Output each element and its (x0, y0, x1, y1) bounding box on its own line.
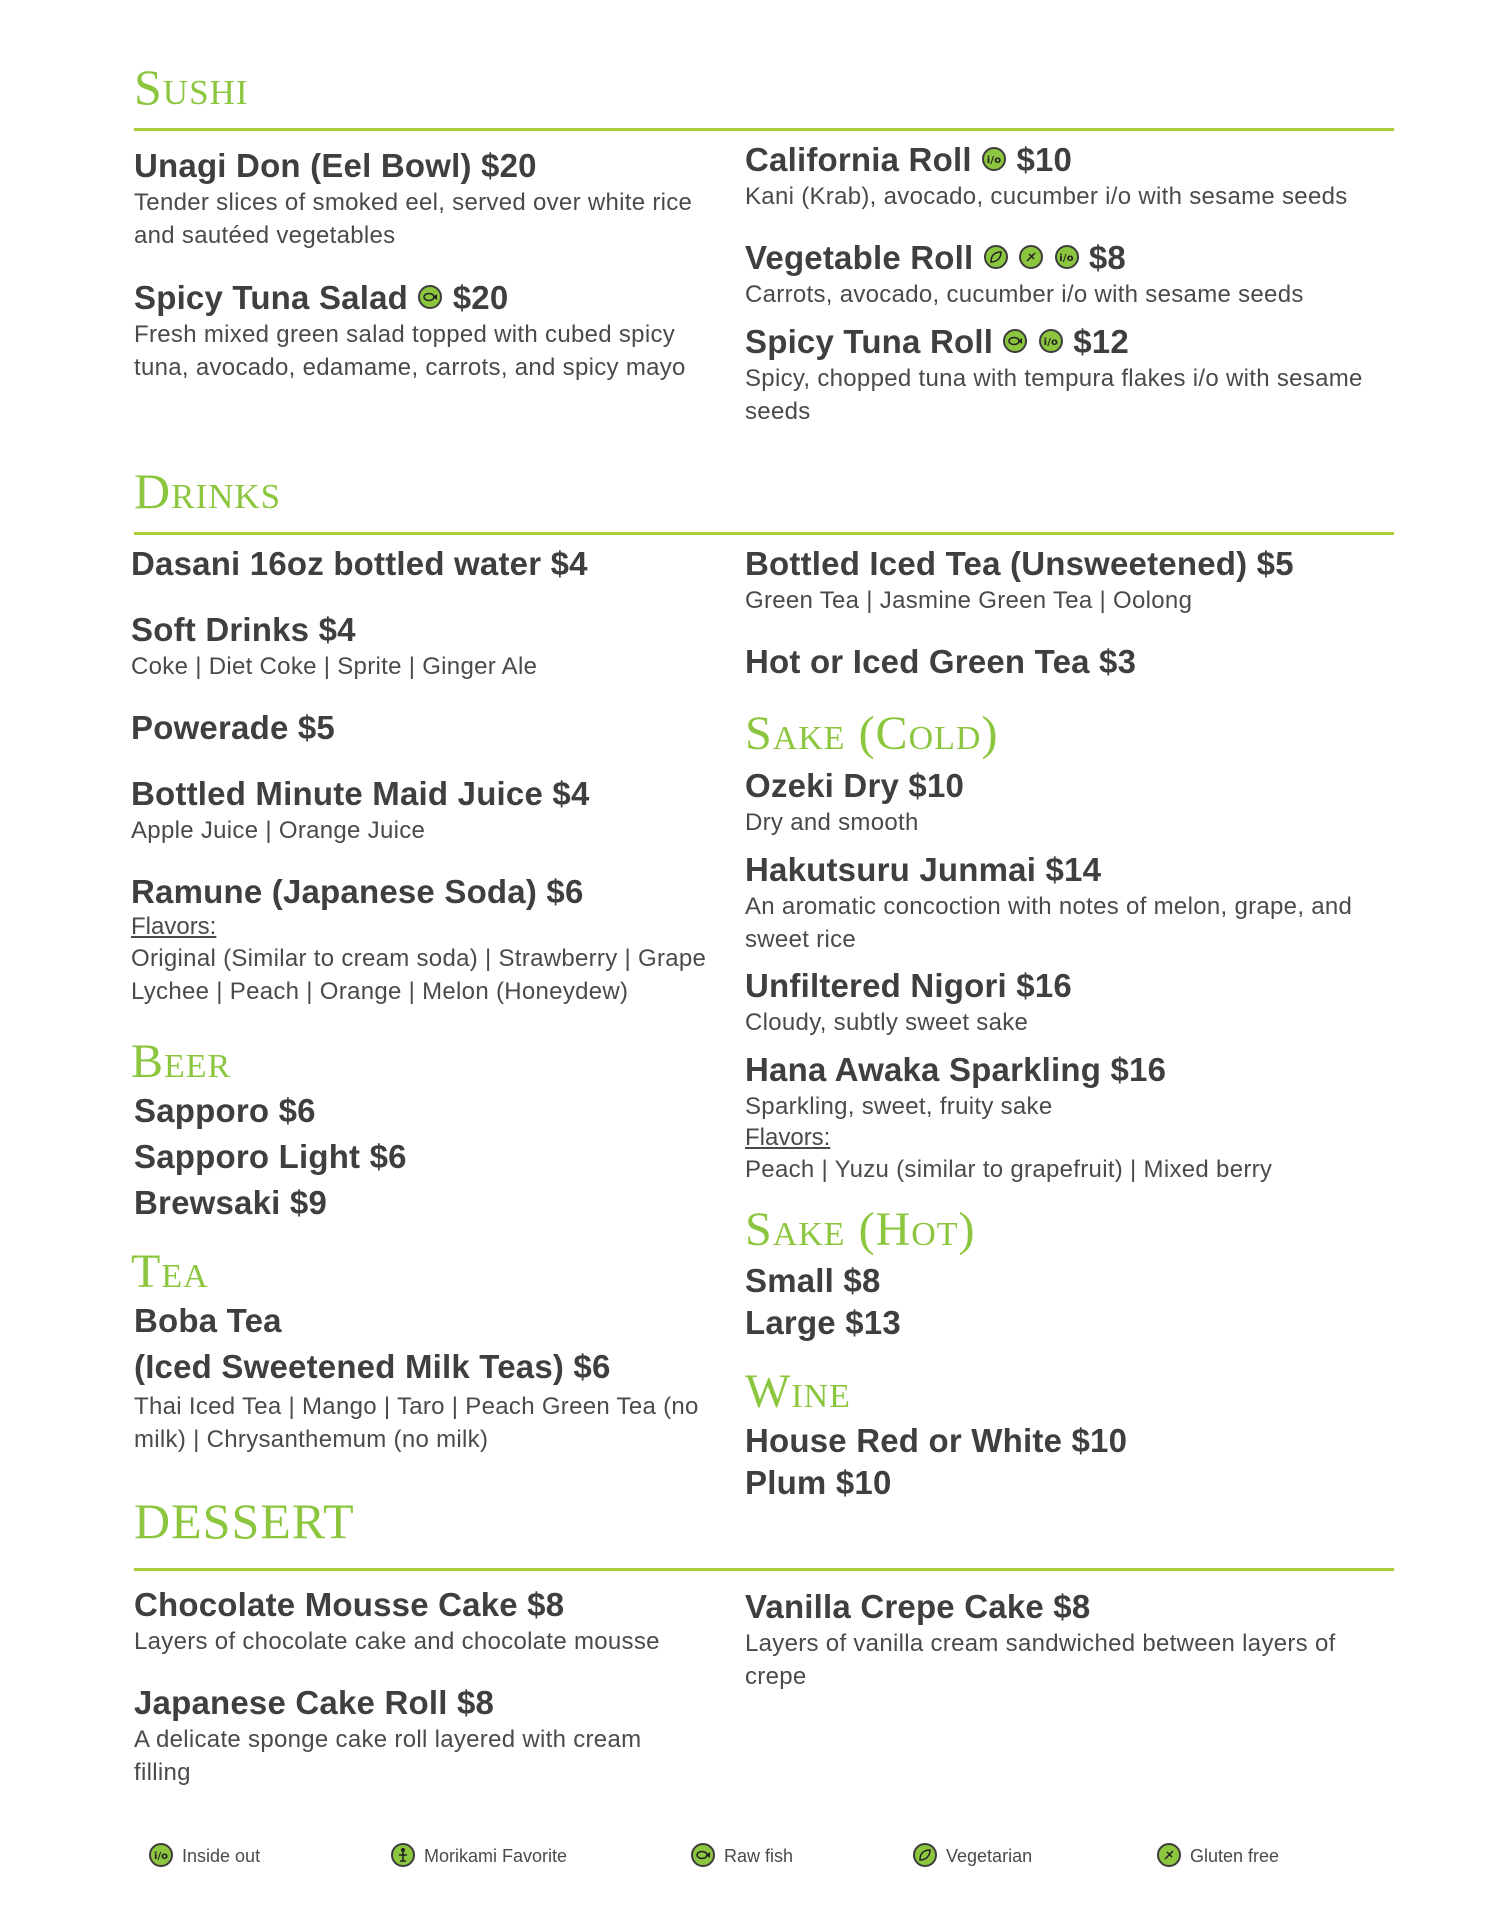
legend-inside-out (148, 1842, 260, 1870)
item-description: Coke | Diet Coke | Sprite | Ginger Ale (131, 653, 538, 680)
menu-item-dasani (131, 544, 731, 584)
menu-item-japanese-cake-roll (134, 1683, 674, 1789)
item-name-line2: (Iced Sweetened Milk Teas) $6 (134, 1348, 611, 1385)
item-name: Ramune (Japanese Soda) $6 (131, 873, 584, 910)
item-name-text: Spicy Tuna Roll (745, 323, 994, 360)
legend-label: Morikami Favorite (424, 1846, 568, 1866)
menu-item-soft-drinks (131, 610, 731, 683)
section-title-sake-hot: Sake (Hot) (745, 1203, 976, 1256)
item-name: Japanese Cake Roll $8 (134, 1684, 495, 1721)
menu-item-chocolate-mousse (134, 1585, 734, 1658)
flavors-label: Flavors: (745, 1124, 831, 1151)
item-name: Hot or Iced Green Tea $3 (745, 643, 1137, 680)
gluten-free-icon (1019, 245, 1043, 269)
item-price: $12 (1073, 323, 1129, 360)
item-description: An aromatic concoction with notes of melon, grape, and sweet rice (745, 893, 1353, 953)
item-name: Bottled Iced Tea (Unsweetened) $5 (745, 545, 1294, 582)
vegetarian-icon (913, 1843, 937, 1867)
menu-item-ozeki-dry (745, 766, 1395, 839)
menu-item-house-wine: House Red or White $10 (745, 1422, 1128, 1459)
menu-item-vanilla-crepe (745, 1587, 1345, 1693)
item-name: Powerade $5 (131, 709, 335, 746)
section-title-sake-cold: Sake (Cold) (745, 707, 999, 760)
item-description: Fresh mixed green salad topped with cubed spicy tuna, avocado, edamame, carrots, and spicy mayo (134, 321, 686, 381)
section-divider (134, 128, 1394, 131)
inside-out-icon: i/o (1055, 245, 1079, 269)
sake-hot-list (745, 1260, 1245, 1344)
section-divider (134, 1568, 1394, 1571)
item-name: Unagi Don (Eel Bowl) $20 (134, 147, 537, 184)
menu-item-boba-tea (134, 1298, 724, 1456)
wine-list (745, 1420, 1345, 1504)
item-name (134, 278, 714, 318)
item-description: Tender slices of smoked eel, served over white rice and sautéed vegetables (134, 189, 693, 249)
item-price: $20 (452, 279, 509, 316)
raw-fish-icon (691, 1843, 715, 1867)
item-name-text: Vegetable Roll (745, 239, 974, 276)
menu-item-brewsaki: Brewsaki $9 (134, 1184, 327, 1221)
item-name: Vanilla Crepe Cake $8 (745, 1588, 1091, 1625)
legend-raw-fish (690, 1842, 793, 1870)
menu-item-hakutsuru (745, 850, 1395, 956)
item-name: Hana Awaka Sparkling $16 (745, 1051, 1167, 1088)
section-title-wine: Wine (745, 1365, 851, 1418)
item-description: Cloudy, subtly sweet sake (745, 1009, 1029, 1036)
legend-gluten-free (1156, 1842, 1279, 1870)
item-description: Thai Iced Tea | Mango | Taro | Peach Green Tea (no milk) | Chrysanthemum (no milk) (134, 1393, 699, 1453)
item-name-text: California Roll (745, 141, 972, 178)
inside-out-icon: i/o (149, 1843, 173, 1867)
menu-item-ramune (131, 872, 721, 1008)
item-description: Layers of vanilla cream sandwiched between layers of crepe (745, 1630, 1336, 1690)
item-description: Original (Similar to cream soda) | Strawberry | Grape Lychee | Peach | Orange | Melon (Honeydew) (131, 945, 707, 1005)
item-name: Boba Tea (134, 1302, 282, 1339)
menu-item-green-tea (745, 642, 1395, 682)
legend-favorite (390, 1842, 567, 1870)
vegetarian-icon (984, 245, 1008, 269)
raw-fish-icon (1003, 329, 1027, 353)
icon-legend (0, 1842, 1509, 1872)
menu-item-california-roll (745, 140, 1395, 213)
section-divider (134, 532, 1394, 535)
flavors-label: Flavors: (131, 913, 217, 940)
item-name: Hakutsuru Junmai $14 (745, 851, 1102, 888)
legend-label: Vegetarian (946, 1846, 1033, 1866)
item-name: Chocolate Mousse Cake $8 (134, 1586, 565, 1623)
menu-item-powerade (131, 708, 731, 748)
item-description: Apple Juice | Orange Juice (131, 817, 426, 844)
item-price: $10 (1016, 141, 1073, 178)
menu-item-spicy-tuna-roll (745, 322, 1395, 428)
item-description: Dry and smooth (745, 809, 919, 836)
menu-item-bottled-iced-tea (745, 544, 1395, 617)
legend-label: Gluten free (1190, 1846, 1280, 1866)
item-name (745, 140, 1395, 180)
raw-fish-icon (418, 285, 442, 309)
section-title-sushi: Sushi (134, 59, 249, 115)
legend-label: Inside out (182, 1846, 261, 1866)
item-description: Carrots, avocado, cucumber i/o with sesame seeds (745, 281, 1304, 308)
item-name-text: Spicy Tuna Salad (134, 279, 408, 316)
menu-item-spicy-tuna-salad (134, 278, 714, 384)
inside-out-icon: i/o (1039, 329, 1063, 353)
item-description: Spicy, chopped tuna with tempura flakes i/o with sesame seeds (745, 365, 1363, 425)
menu-item-vegetable-roll (745, 238, 1395, 311)
item-description: Sparkling, sweet, fruity sake (745, 1093, 1053, 1120)
item-name: Ozeki Dry $10 (745, 767, 965, 804)
section-title-beer: Beer (131, 1035, 232, 1088)
item-name (745, 322, 1395, 362)
menu-item-sapporo: Sapporo $6 (134, 1092, 316, 1129)
menu-item-minute-maid (131, 774, 731, 847)
item-description: Layers of chocolate cake and chocolate mousse (134, 1628, 660, 1655)
item-description: Green Tea | Jasmine Green Tea | Oolong (745, 587, 1193, 614)
section-title-dessert: DESSERT (134, 1493, 355, 1549)
item-name: Soft Drinks $4 (131, 611, 356, 648)
item-name: Unfiltered Nigori $16 (745, 967, 1072, 1004)
item-description: A delicate sponge cake roll layered with cream filling (134, 1726, 642, 1786)
favorite-icon (391, 1843, 415, 1867)
legend-vegetarian (912, 1842, 1032, 1870)
item-name: Bottled Minute Maid Juice $4 (131, 775, 590, 812)
inside-out-icon: i/o (982, 147, 1006, 171)
menu-item-unagi-don (134, 146, 714, 252)
menu-item-sake-large: Large $13 (745, 1304, 901, 1341)
gluten-free-icon (1157, 1843, 1181, 1867)
legend-label: Raw fish (724, 1846, 794, 1866)
section-title-tea: Tea (131, 1245, 209, 1298)
section-title-drinks: Drinks (134, 463, 282, 519)
item-price: $8 (1088, 239, 1126, 276)
item-name (745, 238, 1395, 278)
menu-item-hana-awaka (745, 1050, 1395, 1186)
menu-item-sapporo-light: Sapporo Light $6 (134, 1138, 407, 1175)
menu-item-nigori (745, 966, 1395, 1039)
item-description: Kani (Krab), avocado, cucumber i/o with sesame seeds (745, 183, 1348, 210)
menu-item-sake-small: Small $8 (745, 1262, 881, 1299)
flavors-list: Peach | Yuzu (similar to grapefruit) | Mixed berry (745, 1156, 1273, 1183)
item-name: Dasani 16oz bottled water $4 (131, 545, 588, 582)
menu-item-plum-wine: Plum $10 (745, 1464, 892, 1501)
beer-list (134, 1088, 634, 1226)
